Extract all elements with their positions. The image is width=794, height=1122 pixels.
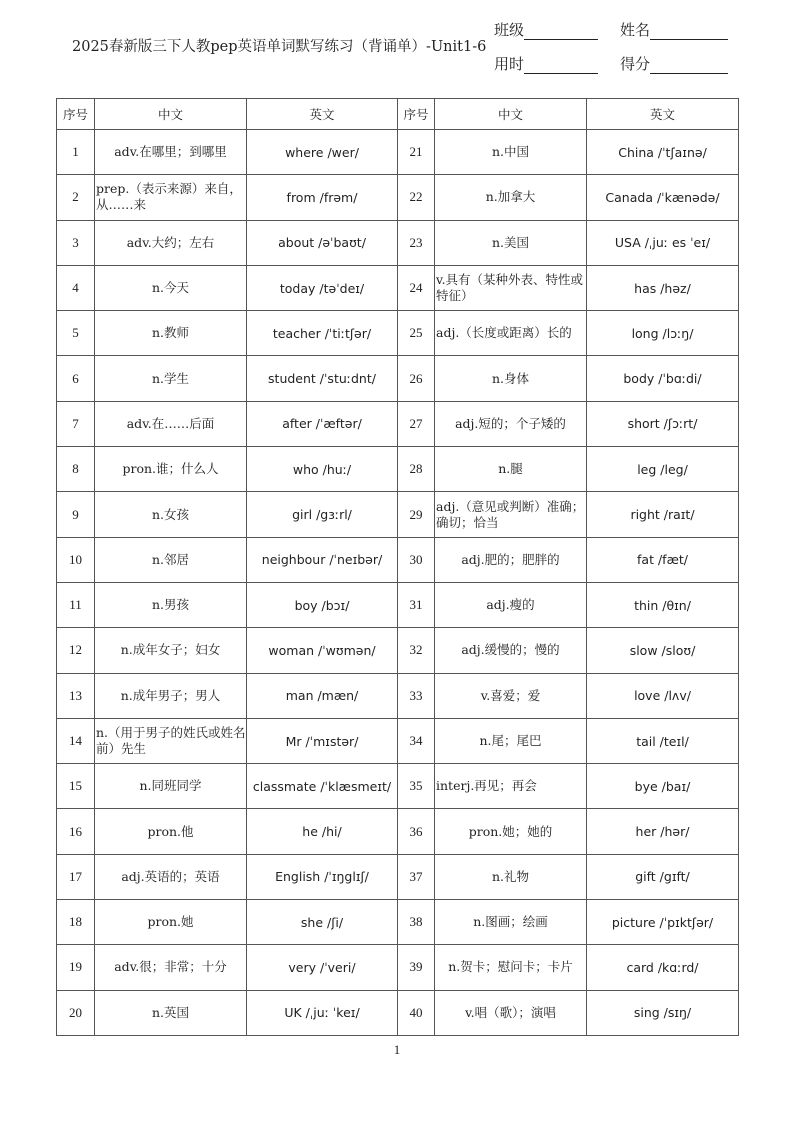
item-number: 14: [57, 718, 95, 763]
english-word: after /ˈæftər/: [247, 401, 398, 446]
chinese-meaning: n.加拿大: [435, 175, 587, 220]
english-word: love /lʌv/: [587, 673, 739, 718]
chinese-meaning: n.成年女子；妇女: [95, 628, 247, 673]
time-blank[interactable]: [524, 57, 598, 74]
chinese-meaning: n.今天: [95, 265, 247, 310]
english-word: he /hi/: [247, 809, 398, 854]
english-word: card /kɑːrd/: [587, 945, 739, 990]
english-word: short /ʃɔːrt/: [587, 401, 739, 446]
name-field[interactable]: [620, 19, 728, 40]
item-number: 8: [57, 447, 95, 492]
english-word: about /əˈbaʊt/: [247, 220, 398, 265]
chinese-meaning: n.邻居: [95, 537, 247, 582]
item-number: 6: [57, 356, 95, 401]
item-number: 39: [398, 945, 435, 990]
table-row: [57, 401, 739, 446]
header-no-right: 序号: [398, 99, 435, 130]
english-word: very /ˈveri/: [247, 945, 398, 990]
chinese-meaning: adj.英语的；英语: [95, 854, 247, 899]
table-row: [57, 809, 739, 854]
chinese-meaning: n.腿: [435, 447, 587, 492]
english-word: picture /ˈpɪktʃər/: [587, 900, 739, 945]
chinese-meaning: adj.缓慢的；慢的: [435, 628, 587, 673]
english-word: from /frəm/: [247, 175, 398, 220]
table-row: [57, 764, 739, 809]
vocabulary-table: [56, 98, 739, 1036]
table-row: [57, 900, 739, 945]
english-word: she /ʃi/: [247, 900, 398, 945]
item-number: 5: [57, 311, 95, 356]
table-row: [57, 175, 739, 220]
english-word: has /həz/: [587, 265, 739, 310]
table-row: [57, 265, 739, 310]
header-no-left: 序号: [57, 99, 95, 130]
item-number: 29: [398, 492, 435, 537]
item-number: 28: [398, 447, 435, 492]
chinese-meaning: v.具有（某种外表、特性或特征）: [435, 265, 587, 310]
time-field[interactable]: [494, 53, 598, 74]
score-blank[interactable]: [650, 57, 728, 74]
table-row: [57, 356, 739, 401]
name-blank[interactable]: [650, 23, 728, 40]
item-number: 4: [57, 265, 95, 310]
chinese-meaning: n.贺卡；慰问卡；卡片: [435, 945, 587, 990]
english-word: classmate /ˈklæsmeɪt/: [247, 764, 398, 809]
english-word: where /wer/: [247, 130, 398, 175]
item-number: 35: [398, 764, 435, 809]
english-word: Mr /ˈmɪstər/: [247, 718, 398, 763]
score-field[interactable]: [620, 53, 728, 74]
chinese-meaning: v.喜爱；爱: [435, 673, 587, 718]
chinese-meaning: pron.谁；什么人: [95, 447, 247, 492]
item-number: 31: [398, 582, 435, 627]
item-number: 16: [57, 809, 95, 854]
table-row: [57, 492, 739, 537]
page-title: 2025春新版三下人教pep英语单词默写练习（背诵单）-Unit1-6: [72, 39, 487, 55]
header-en-right: 英文: [587, 99, 739, 130]
item-number: 1: [57, 130, 95, 175]
chinese-meaning: n.同班同学: [95, 764, 247, 809]
item-number: 17: [57, 854, 95, 899]
chinese-meaning: pron.他: [95, 809, 247, 854]
chinese-meaning: n.尾；尾巴: [435, 718, 587, 763]
chinese-meaning: adj.（意见或判断）准确；确切；恰当: [435, 492, 587, 537]
item-number: 27: [398, 401, 435, 446]
english-word: sing /sɪŋ/: [587, 990, 739, 1035]
chinese-meaning: adj.（长度或距离）长的: [435, 311, 587, 356]
item-number: 10: [57, 537, 95, 582]
item-number: 7: [57, 401, 95, 446]
score-label: 得分: [620, 55, 651, 73]
english-word: woman /ˈwʊmən/: [247, 628, 398, 673]
chinese-meaning: n.身体: [435, 356, 587, 401]
english-word: student /ˈstuːdnt/: [247, 356, 398, 401]
english-word: slow /sloʊ/: [587, 628, 739, 673]
table-row: [57, 311, 739, 356]
chinese-meaning: n.学生: [95, 356, 247, 401]
item-number: 9: [57, 492, 95, 537]
english-word: girl /gɜːrl/: [247, 492, 398, 537]
table-header-row: [57, 99, 739, 130]
table-row: [57, 130, 739, 175]
table-row: [57, 854, 739, 899]
chinese-meaning: n.美国: [435, 220, 587, 265]
english-word: China /ˈtʃaɪnə/: [587, 130, 739, 175]
header-en-left: 英文: [247, 99, 398, 130]
table-row: [57, 447, 739, 492]
class-label: 班级: [494, 21, 525, 39]
english-word: thin /θɪn/: [587, 582, 739, 627]
item-number: 3: [57, 220, 95, 265]
english-word: English /ˈɪŋglɪʃ/: [247, 854, 398, 899]
english-word: who /huː/: [247, 447, 398, 492]
item-number: 18: [57, 900, 95, 945]
chinese-meaning: n.英国: [95, 990, 247, 1035]
english-word: fat /fæt/: [587, 537, 739, 582]
item-number: 13: [57, 673, 95, 718]
chinese-meaning: adv.在哪里；到哪里: [95, 130, 247, 175]
chinese-meaning: adj.肥的；肥胖的: [435, 537, 587, 582]
name-label: 姓名: [620, 21, 651, 39]
english-word: right /raɪt/: [587, 492, 739, 537]
header-cn-right: 中文: [435, 99, 587, 130]
english-word: long /lɔːŋ/: [587, 311, 739, 356]
table-row: [57, 220, 739, 265]
chinese-meaning: adj.瘦的: [435, 582, 587, 627]
english-word: leg /leg/: [587, 447, 739, 492]
english-word: USA /ˌjuː es ˈeɪ/: [587, 220, 739, 265]
table-row: [57, 718, 739, 763]
table-row: [57, 628, 739, 673]
chinese-meaning: pron.她: [95, 900, 247, 945]
item-number: 36: [398, 809, 435, 854]
item-number: 23: [398, 220, 435, 265]
english-word: bye /baɪ/: [587, 764, 739, 809]
item-number: 38: [398, 900, 435, 945]
table-row: [57, 537, 739, 582]
english-word: tail /teɪl/: [587, 718, 739, 763]
chinese-meaning: adv.大约；左右: [95, 220, 247, 265]
chinese-meaning: interj.再见；再会: [435, 764, 587, 809]
class-field[interactable]: [494, 19, 598, 40]
chinese-meaning: v.唱（歌）；演唱: [435, 990, 587, 1035]
item-number: 12: [57, 628, 95, 673]
chinese-meaning: n.男孩: [95, 582, 247, 627]
english-word: man /mæn/: [247, 673, 398, 718]
table-row: [57, 945, 739, 990]
english-word: Canada /ˈkænədə/: [587, 175, 739, 220]
item-number: 37: [398, 854, 435, 899]
class-blank[interactable]: [524, 23, 598, 40]
table-row: [57, 990, 739, 1035]
chinese-meaning: n.教师: [95, 311, 247, 356]
chinese-meaning: prep.（表示来源）来自，从……来: [95, 175, 247, 220]
english-word: UK /ˌjuː ˈkeɪ/: [247, 990, 398, 1035]
item-number: 34: [398, 718, 435, 763]
english-word: neighbour /ˈneɪbər/: [247, 537, 398, 582]
chinese-meaning: n.成年男子；男人: [95, 673, 247, 718]
chinese-meaning: adv.很；非常；十分: [95, 945, 247, 990]
chinese-meaning: n.女孩: [95, 492, 247, 537]
chinese-meaning: pron.她；她的: [435, 809, 587, 854]
chinese-meaning: adj.短的；个子矮的: [435, 401, 587, 446]
item-number: 40: [398, 990, 435, 1035]
item-number: 21: [398, 130, 435, 175]
english-word: gift /gɪft/: [587, 854, 739, 899]
chinese-meaning: n.中国: [435, 130, 587, 175]
item-number: 22: [398, 175, 435, 220]
item-number: 19: [57, 945, 95, 990]
page-number: 1: [393, 1042, 401, 1057]
time-label: 用时: [494, 55, 525, 73]
english-word: her /hər/: [587, 809, 739, 854]
item-number: 25: [398, 311, 435, 356]
chinese-meaning: n.图画；绘画: [435, 900, 587, 945]
item-number: 26: [398, 356, 435, 401]
chinese-meaning: adv.在……后面: [95, 401, 247, 446]
item-number: 2: [57, 175, 95, 220]
header-cn-left: 中文: [95, 99, 247, 130]
item-number: 30: [398, 537, 435, 582]
item-number: 33: [398, 673, 435, 718]
english-word: boy /bɔɪ/: [247, 582, 398, 627]
english-word: teacher /ˈtiːtʃər/: [247, 311, 398, 356]
item-number: 24: [398, 265, 435, 310]
english-word: body /ˈbɑːdi/: [587, 356, 739, 401]
item-number: 32: [398, 628, 435, 673]
chinese-meaning: n.（用于男子的姓氏或姓名前）先生: [95, 718, 247, 763]
table-row: [57, 673, 739, 718]
item-number: 15: [57, 764, 95, 809]
chinese-meaning: n.礼物: [435, 854, 587, 899]
item-number: 11: [57, 582, 95, 627]
item-number: 20: [57, 990, 95, 1035]
english-word: today /təˈdeɪ/: [247, 265, 398, 310]
table-row: [57, 582, 739, 627]
